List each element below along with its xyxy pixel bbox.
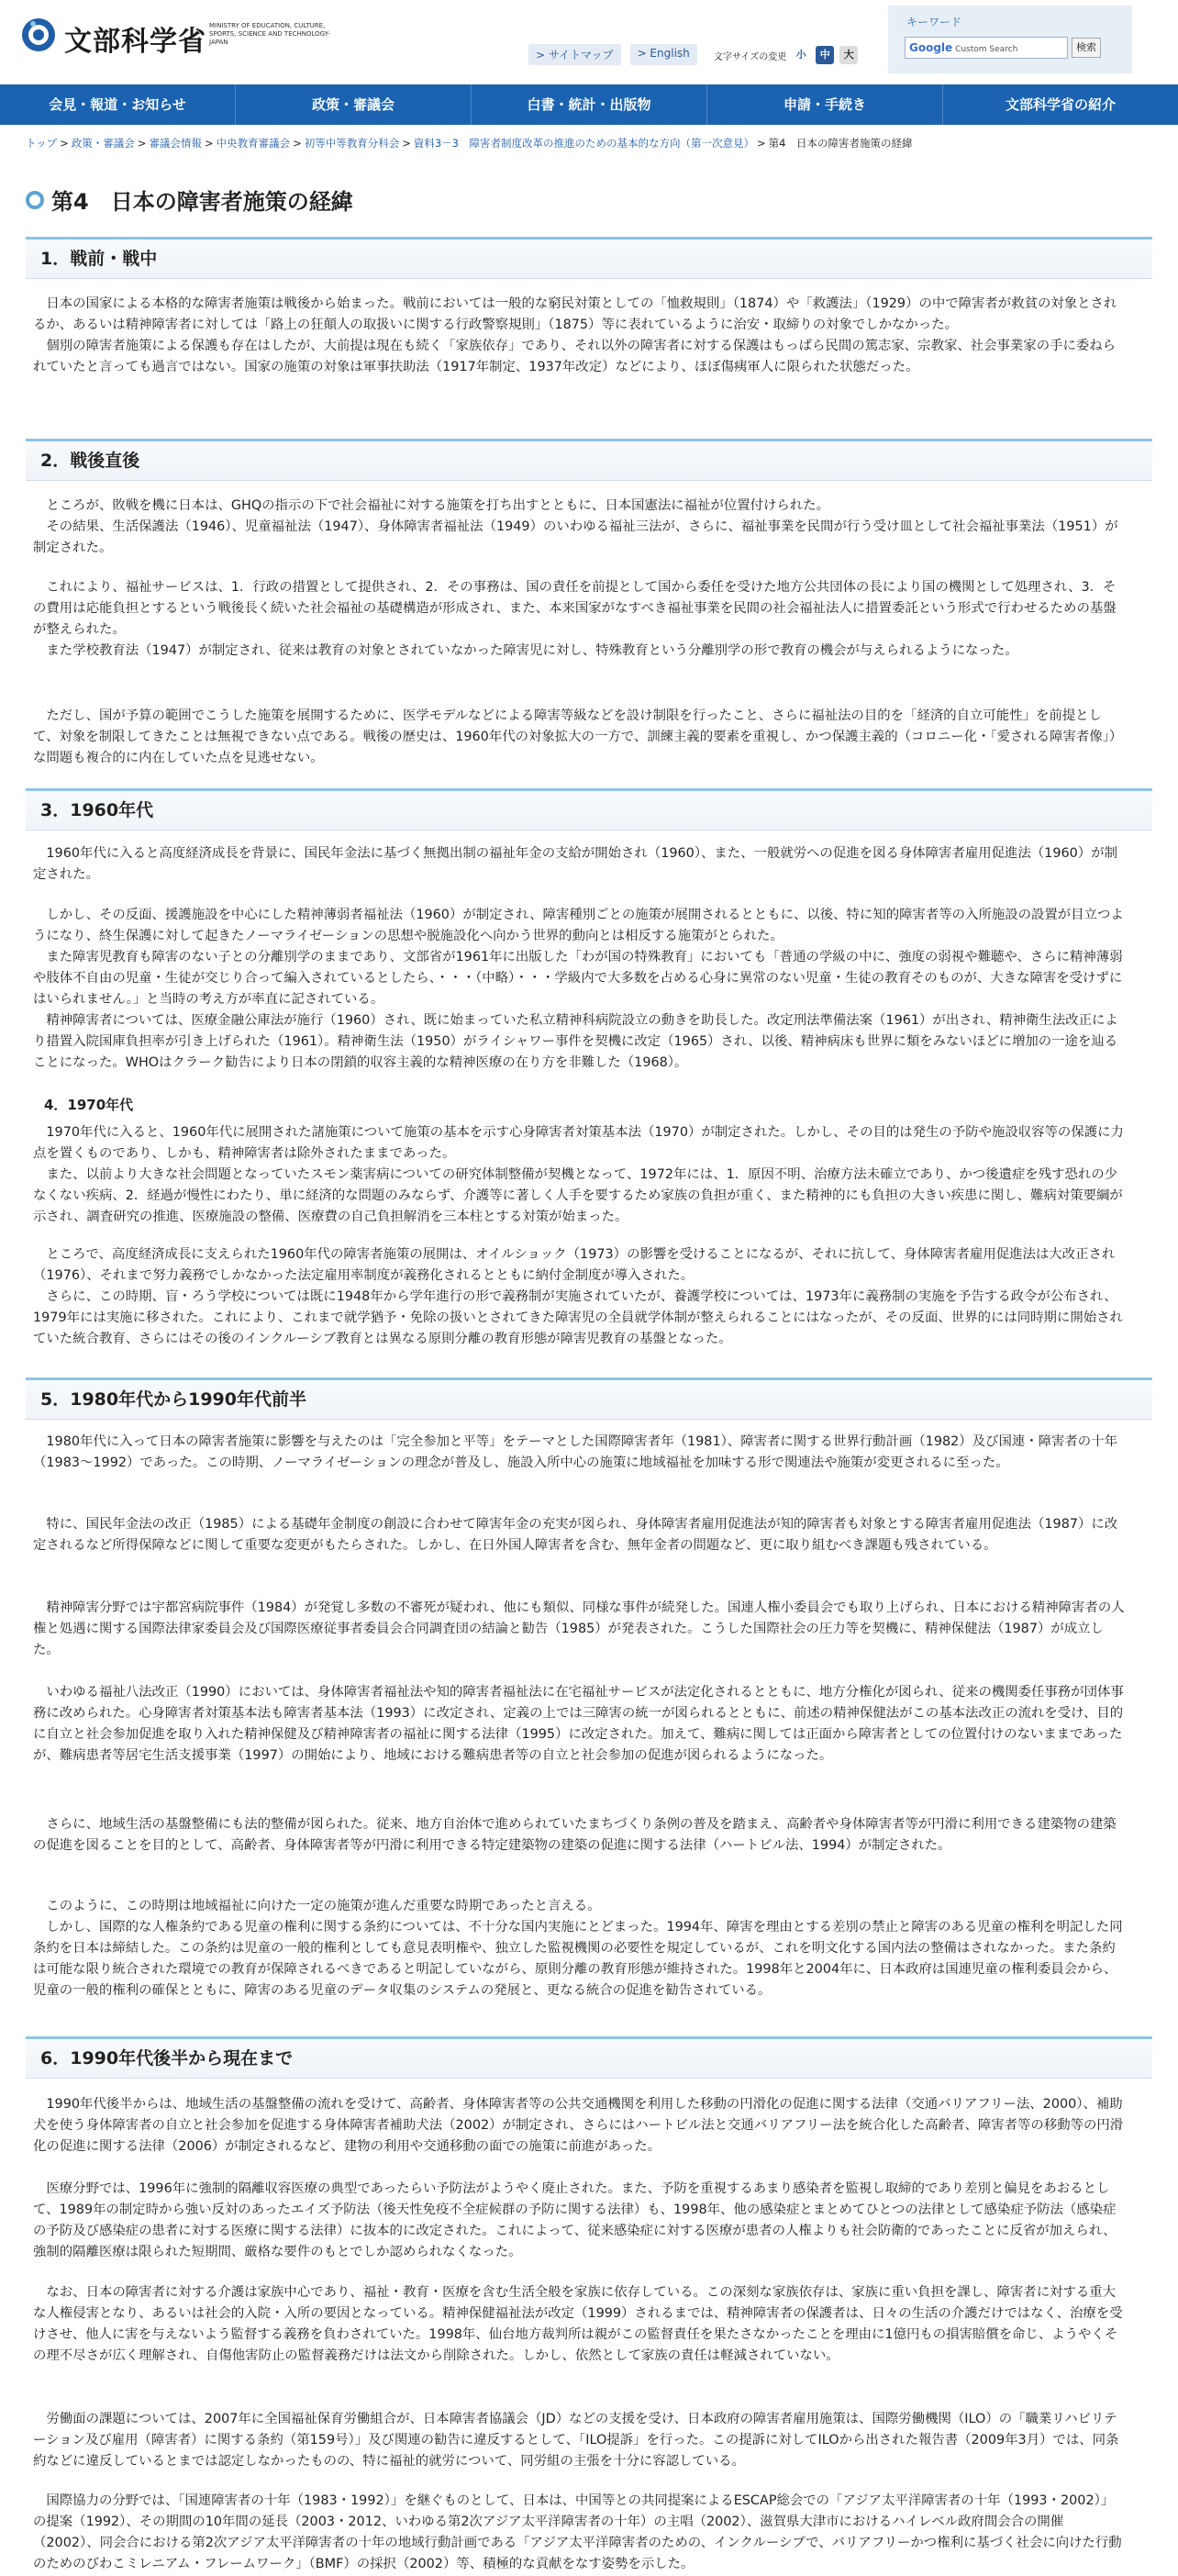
search-label: キーワード: [906, 16, 962, 28]
paragraph: ただし、国が予算の範囲でこうした施策を展開するために、医学モデルなどによる障害等級などを設け制限を行ったこと、さらに福祉法の目的を「経済的自立可能性」を前提として、対象を制限してきたことは無視できない点である。戦後の歴史は、1960年代の対象拡大の一方で、訓練主義的要素を重視し、かつ保護主義的（コロニー化・「愛される障害者像」）な問題も複合的に内在していた点を見逃せない。: [33, 708, 1123, 765]
search-box: [888, 6, 1132, 73]
gnav-news[interactable]: 会見・報道・お知らせ: [0, 84, 236, 125]
paragraph: 日本の国家による本格的な障害者施策は戦後から始まった。戦前においては一般的な窮民対策としての「恤救規則」（1874）や「救護法」（1929）の中で障害者が救貧の対象とされるか、あるいは精神障害者に対しては「路上の狂顛人の取扱いに関する行政警察規則」（1875）等に表れているように治安・取締りの対象でしかなかった。 個別の障害者施策による保護も存在はしたが、大前提は現在も続く「家族依存」であり、それ以外の障害者に対する保護はもっぱら民間の篤志家、宗教家、社会事業家の手に委ねられていたと言っても過言ではない。国家の施策の対象は軍事扶助法（1917年制定、1937年改定）などにより、ほぼ傷痍軍人に限られた状態だった。: [33, 296, 1117, 374]
breadcrumb-link-council[interactable]: 審議会情報: [149, 137, 202, 150]
section-heading: 2．戦後直後: [26, 439, 1152, 481]
breadcrumb-link-material[interactable]: 資料3－3 障害者制度改革の推進のための基本的な方向（第一次意見）: [413, 137, 754, 150]
paragraph: 医療分野では、1996年に強制的隔離収容医療の典型であったらい予防法がようやく廃止された。また、予防を重視するあまり感染者を監視し取締的であり差別と偏見をあおるとして、1989年の制定時から強い反対のあったエイズ予防法（後天性免疫不全症候群の予防に関する法律）も、1998年、他の感染症とまとめてひとつの法律として感染症予防法（感染症の予防及び感染症の患者に対する医療に関する法律）に抜本的に改定された。これによって、従来感染症に対する医療が患者の人権よりも社会防衛的であったことに反省が加えられ、強制的隔離医療は限られた短期間、厳格な要件のもとでしか認められなくなった。: [33, 2181, 1117, 2259]
paragraph: 1990年代後半からは、地域生活の基盤整備の流れを受けて、高齢者、身体障害者等の公共交通機関を利用した移動の円滑化の促進に関する法律（交通バリアフリー法、2000）、補助犬を使う身体障害者の自立と社会参加を促進する身体障害者補助犬法（2002）が制定され、さらにはハートビル法と交通バリアフリー法を統合化した高齢者、障害者等の移動等の円滑化の促進に関する法律（2006）が制定されるなど、建物の利用や交通移動の面での施策に前進があった。: [33, 2097, 1124, 2154]
mext-logo-icon: [20, 17, 57, 53]
paragraph: 1970年代に入ると、1960年代に展開された諸施策について施策の基本を示す心身障害者対策基本法（1970）が制定された。しかし、その目的は発生の予防や施設収容等の保護に力点を置くものであり、しかも、精神障害者は除外されたままであった。 また、以前より大きな社会問題となっていたスモン薬害病についての研究体制整備が契機となって、1972年には、1．原因不明、治療方法未確立であり、かつ後遺症を残す恐れの少なくない疾病、2．経過が慢性にわたり、単に経済的な問題のみならず、介護等に著しく人手を要するため家族の負担が重く、また精神的にも負担の大きい疾患に関し、難病対策要綱が示され、調査研究の推進、医療施設の整備、医療費の自己負担解消を三本柱とする対策が始まった。: [33, 1125, 1124, 1224]
breadcrumb-current: 第4 日本の障害者施策の経緯: [768, 137, 913, 150]
breadcrumb-link-subcommittee[interactable]: 初等中等教育分科会: [304, 137, 400, 150]
font-size-switcher: [714, 46, 858, 64]
page-title: [26, 184, 353, 216]
section-heading: 1．戦前・戦中: [26, 237, 1152, 279]
paragraph: いわゆる福祉八法改正（1990）においては、身体障害者福祉法や知的障害者福祉法に在宅福祉サービスが法定化されるとともに、地方分権化が図られ、従来の機関委任事務が団体事務に改められた。心身障害者対策基本法も障害者基本法（1993）に改定され、定義の上では三障害の統一が図られるとともに、前述の精神保健法がこの基本法改正の流れを受け、目的に自立と社会参加促進を取り入れた精神保健及び精神障害者の福祉に関する法律（1995）に改定された。加えて、難病に関しては正面から障害者としての位置付けのないままであったが、難病患者等居宅生活支援事業（1997）の開始により、地域における難病患者等の自立と社会参加の促進が図られるようになった。: [33, 1685, 1124, 1763]
section-heading: 5．1980年代から1990年代前半: [26, 1377, 1152, 1420]
search-input[interactable]: [905, 37, 1068, 59]
logo-text: 文部科学省: [64, 26, 206, 58]
gnav-about[interactable]: 文部科学省の紹介: [1005, 96, 1116, 113]
breadcrumb-link-cce[interactable]: 中央教育審議会: [216, 137, 291, 150]
breadcrumb: トップ > 政策・審議会 > 審議会情報 > 中央教育審議会 > 初等中等教育分科会 > 資料3－3 障害者制度改革の推進のための基本的な方向（第一次意見） > 第4 日本の障害者施策の経緯: [26, 137, 913, 150]
section-heading: 6．1990年代後半から現在まで: [26, 2036, 1152, 2079]
paragraph: 精神障害分野では宇都宮病院事件（1984）が発覚し多数の不審死が疑われ、他にも類似、同様な事件が続発した。国連人権小委員会でも取り上げられ、日本における精神障害者の人権と処遇に関する国際法律家委員会及び国際医療従事者委員会合同調査団の結論と勧告（1985）が発表された。こうした国際社会の圧力等を契機に、精神保健法（1987）が成立した。: [33, 1600, 1125, 1657]
paragraph: ところで、高度経済成長に支えられた1960年代の障害者施策の展開は、オイルショック（1973）の影響を受けることになるが、それに抗して、身体障害者雇用促進法は大改正され（1976）、それまで努力義務でしかなかった法定雇用率制度が義務化されるとともに納付金制度が導入された。 さらに、この時期、盲・ろう学校については既に1948年から学年進行の形で義務制が実施されていたが、養護学校については、1973年に義務制の実施を予告する政令が公布され、1979年には実施に移された。これにより、これまで就学猶予・免除の扱いとされてきた障害児の全員就学体制が整えられることにはなったが、その反面、世界的には同時期に開始されていた統合教育、さらにはその後のインクルーシブ教育とは異なる原則分離の教育形態が障害児教育の基盤となった。: [33, 1247, 1123, 1346]
paragraph: しかし、その反面、援護施設を中心にした精神薄弱者福祉法（1960）が制定され、障害種別ごとの施策が展開されるとともに、以後、特に知的障害者等の入所施設の設置が目立つようになり、終生保護に対して起きたノーマライゼーションの思想や脱施設化へ向かう世界的動向とは相反する施策がとられた。 また障害児教育も障害のない子との分離別学のままであり、文部省が1961年に出版した「わが国の特殊教育」においても「普通の学級の中に、強度の弱視や難聴や、さらに精神薄弱や肢体不自由の児童・生徒が交じり合って編入されているとしたら、・・・（中略）・・・学級内で大多数を占める心身に異常のない児童・生徒の教育そのものが、大きな障害を受けずにはいられません。」と当時の考え方が率直に記されている。 精神障害者については、医療金融公庫法が施行（1960）され、既に始まっていた私立精神科病院設立の動きを助長した。改定刑法準備法案（1961）が出され、精神衛生法改正により措置入院国庫負担率が引き上げられた（1961）。精神衛生法（1950）がライシャワー事件を契機に改定（1965）され、以後、精神病床も世界に類をみないほどに増加の一途を辿ることになった。WHOはクラーク勧告により日本の閉鎖的収容主義的な精神医療の在り方を非難した（1968）。: [33, 908, 1124, 1070]
title-bullet-icon: [26, 191, 44, 209]
paragraph: 1980年代に入って日本の障害者施策に影響を与えたのは「完全参加と平等」をテーマとした国際障害者年（1981）、障害者に関する世界行動計画（1982）及び国連・障害者の十年（1983～1992）であった。この時期、ノーマライゼーションの理念が普及し、施設入所中心の施策に地域福祉を加味する形で関連法や施策が変更されるに至った。: [33, 1434, 1117, 1470]
paragraph: ところが、敗戦を機に日本は、GHQの指示の下で社会福祉に対する施策を打ち出すとともに、日本国憲法に福祉が位置付けられた。 その結果、生活保護法（1946）、児童福祉法（1947）、身体障害者福祉法（1949）のいわゆる福祉三法が、さらに、福祉事業を民間が行う受け皿として社会福祉事業法（1951）が制定された。: [33, 498, 1118, 555]
paragraph: 1960年代に入ると高度経済成長を背景に、国民年金法に基づく無拠出制の福祉年金の支給が開始され（1960）、また、一般就労への促進を図る身体障害者雇用促進法（1960）が制定された。: [33, 846, 1117, 882]
gnav-application[interactable]: 申請・手続き: [707, 84, 943, 125]
search-placeholder: Custom Search: [955, 45, 1018, 54]
breadcrumb-link-top[interactable]: トップ: [26, 137, 58, 150]
font-small-button[interactable]: 小: [795, 49, 806, 61]
subheading-1970s: 4．1970年代: [44, 1097, 134, 1113]
section-2: [26, 439, 1152, 481]
font-large-button[interactable]: 大: [839, 46, 858, 64]
paragraph: 特に、国民年金法の改正（1985）による基礎年金制度の創設に合わせて障害年金の充実が図られ、身体障害者雇用促進法が知的障害者も対象とする障害者雇用促進法（1987）に改定されるなど所得保障などに関して重要な変更がもたらされた。しかし、在日外国人障害者を含む、無年金者の問題など、更に取り組むべき課題も残されている。: [33, 1517, 1118, 1553]
page-title-text: 第4 日本の障害者施策の経緯: [51, 189, 353, 215]
site-header: [0, 0, 1178, 81]
font-medium-button[interactable]: 中: [816, 46, 834, 64]
google-logo: Google: [909, 41, 953, 54]
paragraph: これにより、福祉サービスは、1．行政の措置として提供され、2．その事務は、国の責任を前提として国から委任を受けた地方公共団体の長により国の機関として処理され、3．その費用は応能負担とするという戦後長く続いた社会福祉の基礎構造が形成され、また、本来国家がなすべき福祉事業を民間の社会福祉法人に措置委託という形式で行わせるための基盤が整えられた。 また学校教育法（1947）が制定され、従来は教育の対象とされていなかった障害児に対し、特殊教育という分離別学の形で教育の機会が与えられるようになった。: [33, 580, 1117, 658]
global-nav: [0, 84, 1178, 125]
sitemap-link[interactable]: > サイトマップ: [528, 44, 621, 65]
paragraph: 国際協力の分野では、「国連障害者の十年（1983・1992）」を継ぐものとして、日本は、中国等との共同提案によるESCAP総会での「アジア太平洋障害者の十年（1993・2002）」の提案（1992）、その期間の10年間の延長（2003・2012、いわゆる第2次アジア太平洋障害者の十年）の主唱（2002）、滋賀県大津市におけるハイレベル政府間会合の開催（2002）、同会合における第2次アジア太平洋障害者の十年の地域行動計画である「アジア太平洋障害者のための、インクルーシブで、バリアフリーかつ権利に基づく社会に向けた行動のためのびわこミレニアム・フレームワーク」（BMF）の採択（2002）等、積極的な貢献をなす姿勢を示した。: [33, 2493, 1122, 2571]
font-size-label: 文字サイズの変更: [714, 51, 787, 62]
search-button[interactable]: 検索: [1072, 38, 1101, 58]
gnav-policy[interactable]: 政策・審議会: [236, 84, 472, 125]
paragraph: さらに、地域生活の基盤整備にも法的整備が図られた。従来、地方自治体で進められていたまちづくり条例の普及を踏まえ、高齢者や身体障害者等が円滑に利用できる建築物の建築の促進を図ることを目的として、高齢者、身体障害者等が円滑に利用できる特定建築物の建築の促進に関する法律（ハートビル法、1994）が制定された。: [33, 1817, 1117, 1853]
paragraph: 労働面の課題については、2007年に全国福祉保育労働組合が、日本障害者協議会（JD）などの支援を受け、日本政府の障害者雇用施策は、国際労働機関（ILO）の「職業リハビリテーション及び雇用（障害者）に関する条約（第159号）」及び関連の勧告に違反するとして、「ILO提訴」を行った。この提訴に対してILOから出された報告書（2009年3月）では、同条約などに違反しているとまでは認定しなかったものの、特に福祉的就労について、同労組の主張を十分に容認している。: [33, 2412, 1119, 2469]
gnav-whitepaper[interactable]: 白書・統計・出版物: [472, 84, 707, 125]
section-3: [26, 788, 1152, 831]
breadcrumb-link-policy[interactable]: 政策・審議会: [71, 137, 135, 150]
section-5: [26, 1377, 1152, 1420]
english-link[interactable]: > English: [630, 44, 697, 65]
paragraph: なお、日本の障害者に対する介護は家族中心であり、福祉・教育・医療を含む生活全般を家族に依存している。この深刻な家族依存は、家族に重い負担を課し、障害者に対する重大な人権侵害となり、あるいは社会的入院・入所の要因となっている。精神保健福祉法が改定（1999）されるまでは、精神障害者の保護者は、日々の生活の介護だけではなく、治療を受けさせ、他人に害を与えないよう監督する義務を負わされていた。1998年、仙台地方裁判所は親がこの監督責任を果たさなかったことを理由に1億円もの損害賠償を命じ、ようやくその理不尽さが広く理解され、自傷他害防止の監督義務だけは法文から削除された。しかし、依然として家族の責任は軽減されていない。: [33, 2285, 1123, 2363]
section-1: [26, 237, 1152, 279]
logo-subtitle: MINISTRY OF EDUCATION, CULTURE, SPORTS, SCIENCE AND TECHNOLOGY-JAPAN: [209, 22, 330, 46]
paragraph: このように、この時期は地域福祉に向けた一定の施策が進んだ重要な時期であったと言える。 しかし、国際的な人権条約である児童の権利に関する条約については、不十分な国内実施にとどまった。1994年、障害を理由とする差別の禁止と障害のある児童の権利を明記した同条約を日本は締結した。この条約は児童の一般的権利としても意見表明権や、独立した監視機関の必要性を規定しているが、これを明文化する国内法の整備はされなかった。また条約は可能な限り統合された環境での教育が保障されるべきであると明記していながら、原則分離の教育形態が維持された。1998年と2004年に、日本政府は国連児童の権利委員会から、児童の一般的権利の確保とともに、障害のある児童のデータ収集のシステムの発展と、更なる統合の促進を勧告されている。: [33, 1899, 1123, 1998]
section-heading: 3．1960年代: [26, 788, 1152, 831]
section-6: [26, 2036, 1152, 2079]
site-logo[interactable]: [20, 15, 332, 66]
